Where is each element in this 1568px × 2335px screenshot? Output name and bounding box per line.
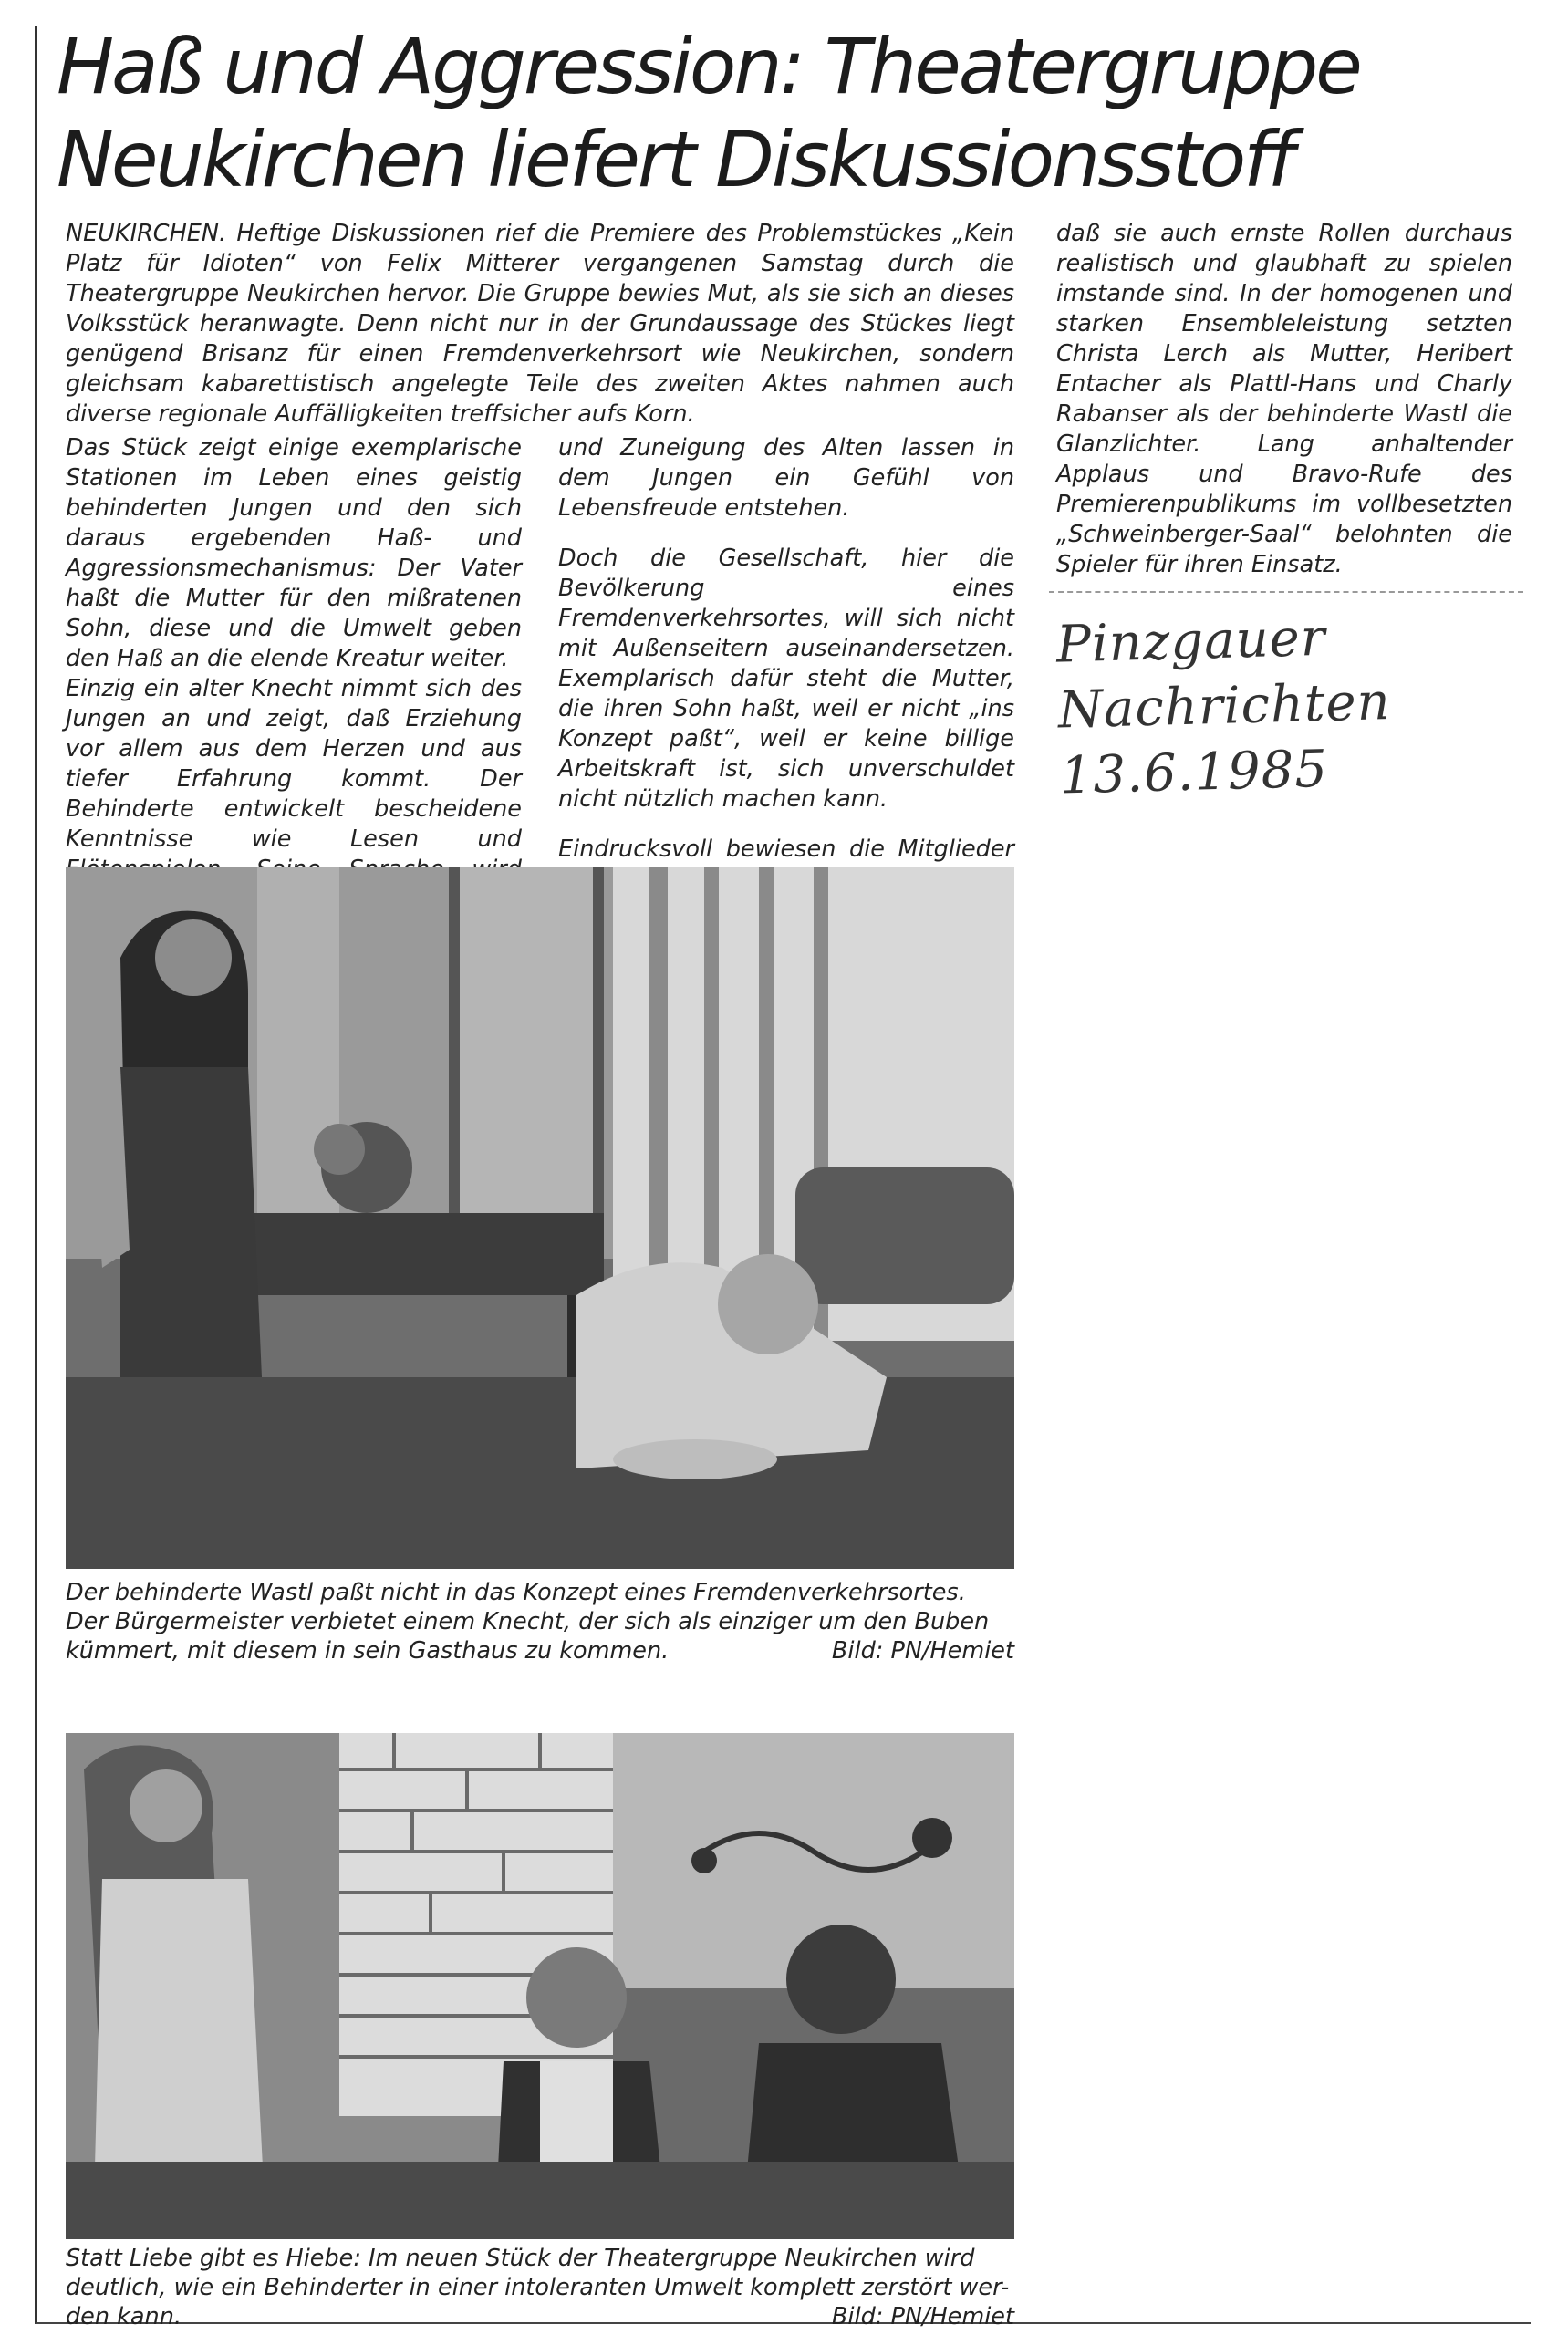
headline-line-1: Haß und Aggression: Theatergruppe — [57, 22, 1360, 111]
column-2-paragraph-2: Doch die Gesellschaft, hier die Bevölkerung eines Fremdenverkehrsortes, will sich nicht mit Außenseitern auseinandersetzen. Exemplarisch dafür steht die Mutter, die ihren Sohn haßt, weil er nicht „ins Konzept paßt“, weil er keine billige Arbeitskraft ist, sich unverschuldet nicht nützlich machen kann. — [558, 545, 1014, 813]
article-column-3 — [1056, 219, 1512, 580]
stage-photo-2-graphic — [66, 1733, 1014, 2239]
column-2-paragraph-3: Eindrucksvoll bewiesen die Mitglieder — [558, 835, 1014, 863]
handwritten-source-note — [1055, 600, 1516, 809]
stage-photo-1-graphic — [66, 867, 1014, 1569]
photo-2-caption-line-2: deutlich, wie ein Behinderter in einer intoleranten Umwelt komplett zerstört wer- — [66, 2274, 1010, 2301]
column-2-paragraph-1: und Zuneigung des Alten lassen in dem Jungen ein Gefühl von Lebensfreude entstehen. — [558, 434, 1014, 522]
photo-1-caption-line-2: Der Bürgermeister verbietet einem Knecht, der sich als einziger um den Buben — [66, 1608, 990, 1635]
photo-2-caption-line-3 — [66, 2302, 1014, 2331]
headline — [57, 20, 1443, 206]
stage-photo-three-actors — [66, 1733, 1014, 2239]
photo-1-caption-line-3-text: kümmert, mit diesem in sein Gasthaus zu kommen. — [66, 1637, 670, 1665]
column-divider — [1049, 591, 1523, 593]
photo-2-caption-line-3-text: den kann. — [66, 2303, 182, 2330]
lead-paragraph: NEUKIRCHEN. Heftige Diskussionen rief die Premiere des Problemstückes „Kein Platz für Idioten“ von Felix Mitterer vergangenen Samstag durch die Theatergruppe Neukirchen hervor. Die Gruppe bewies Mut, als sie sich an dieses Volksstück heranwagte. Denn nicht nur in der Grundaussage des Stückes liegt genügend Brisanz für einen Fremdenverkehrsort wie Neukirchen, sondern gleichsam kabarettistisch angelegte Teile des zweiten Aktes nahmen auch diverse regionale Auffälligkeiten treffsicher aufs Korn. — [66, 220, 1014, 428]
article-column-2 — [558, 433, 1014, 895]
photo-1-caption-line-1: Der behinderte Wastl paßt nicht in das Konzept eines Fremdenverkehrsortes. — [66, 1579, 966, 1606]
photo-2-caption-line-1: Statt Liebe gibt es Hiebe: Im neuen Stück der Theatergruppe Neukirchen wird — [66, 2245, 975, 2272]
article-column-1 — [66, 433, 522, 915]
headline-line-2: Neukirchen liefert Diskussionsstoff — [57, 115, 1293, 204]
photo-2-credit: Bild: PN/Hemiet — [831, 2303, 1014, 2330]
photo-1-caption — [66, 1578, 1014, 1666]
photo-2-caption — [66, 2244, 1014, 2331]
column-1-paragraph-1: Das Stück zeigt einige exemplarische Stationen im Leben eines geistig behinderten Jungen und den sich daraus ergebenden Haß- und Aggressionsmechanismus: Der Vater haßt die Mutter für den mißratenen Sohn, diese und die Umwelt geben den Haß an die elende Kreatur weiter. — [66, 434, 522, 672]
source-note-line-1: Pinzgauer — [1055, 607, 1327, 675]
photo-1-credit: Bild: PN/Hemiet — [831, 1637, 1014, 1665]
column-3-paragraph-1: daß sie auch ernste Rollen durchaus realistisch und glaubhaft zu spielen imstande sind. In der homogenen und starken Ensembleleistung setzten Christa Lerch als Mutter, Heribert Entacher als Plattl-Hans und Charly Rabanser als der behinderte Wastl die Glanzlichter. Lang anhaltender Applaus und Bravo-Rufe des Premierenpublikums im vollbesetzten „Schweinberger-Saal“ belohnten die Spieler für ihren Einsatz. — [1056, 220, 1512, 578]
stage-photo-mother-and-son — [66, 867, 1014, 1569]
source-note-line-2: Nachrichten 13.6.1985 — [1057, 672, 1392, 806]
column-1-paragraph-2: Einzig ein alter Knecht nimmt sich des Jungen an und zeigt, daß Erziehung vor allem aus dem Herzen und aus tiefer Erfahrung kommt. Der Behinderte entwickelt bescheidene Kenntnisse wie Lesen und — [66, 675, 522, 853]
photo-1-caption-line-3 — [66, 1636, 1014, 1666]
